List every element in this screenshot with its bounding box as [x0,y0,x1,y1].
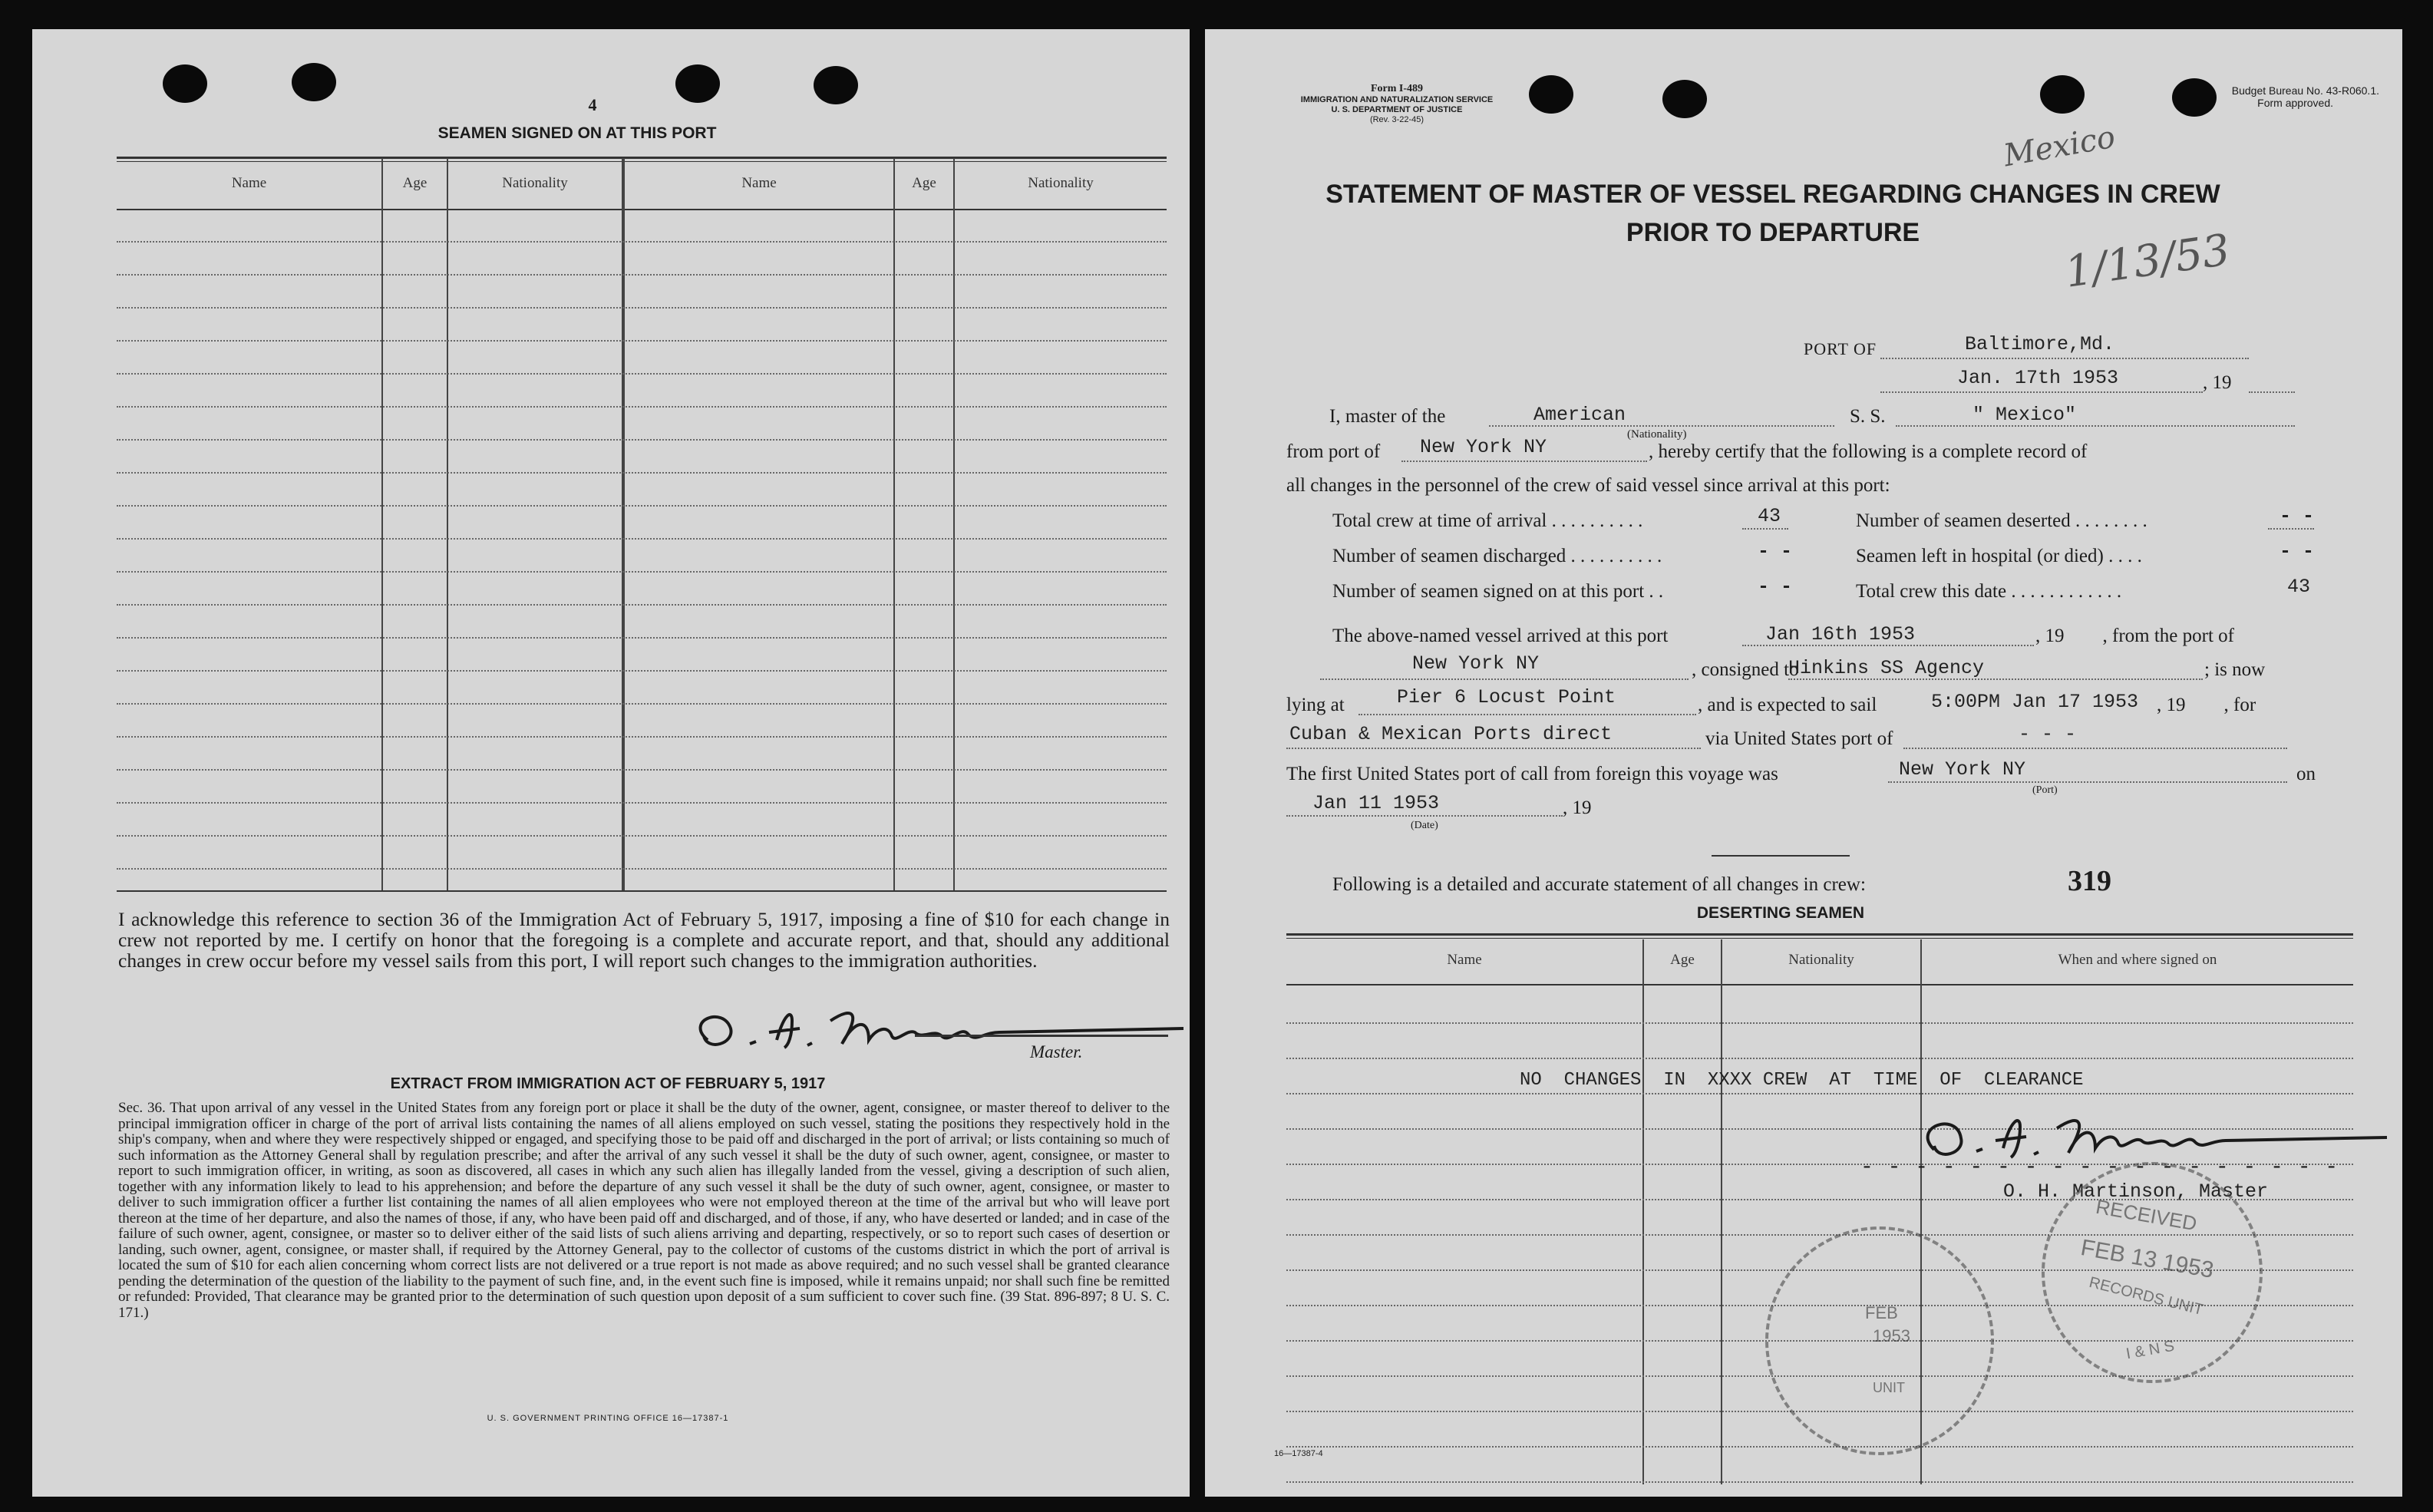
page-number: 4 [588,95,597,114]
agency-line: U. S. DEPARTMENT OF JUSTICE [1331,105,1463,114]
table-row-line [117,835,1167,837]
is-now-label: ; is now [2204,659,2266,680]
ss-label: S. S. [1850,406,1886,427]
from-the-port-label: , 19 , from the port of [2035,626,2234,646]
table-row-line [117,472,1167,474]
extract-text: Sec. 36. That upon arrival of any vessel in the United States from any foreign port or place it shall be the duty of the owner, agent, consignee, or master thereof to deliver to the principal immigration officer in charge of the port of arrival lists containing the names of all aliens employed on such vessel, stating the positions they respectively hold in the ship's company, when and where they were respectively shipped or engaged, and specifying those to be paid off and discharged in the port of arrival; or lists containing so much of such information as the Attorney General shall by regulation prescribe; and after the arrival of any such vessel it shall be the duty of such owner, agent, consignee, or master to report to such immigration officer, in writing, as soon as discovered, all cases in which any such alien has illegally landed from the vessel, giving a description of such alien, together with any information likely to lead to his apprehension; and before the departure of any such vessel it shall be the duty of such owner, agent, consignee, or master to deliver to such immigration officer a further list containing the names of all alien employees who were not employed thereon at the time of the arrival but who will leave port thereon at the time of her departure, and also the names of those, if any, who have been paid off and discharged, and of those, if any, who have deserted or landed; and in case of the failure of such owner, agent, consignee, or master so to deliver either of the said lists of such aliens arriving and departing, respectively, or so to report such cases of desertion or landing, such owner, agent, consignee, or master shall, if required by the Attorney General, pay to the collector of customs of the customs district in which the port of arrival is located the sum of $10 for each alien concerning whom correct lists are not delivered or a true report is not made as above required; and no such vessel shall be granted clearance pending the determination of the question of the liability to the payment of such fine, and, in the event such fine is imposed, while it remains unpaid; nor shall such fine be remitted or refunded: Provided, That clearance may be granted prior to the determination of such question upon deposit of a sum sufficient to cover such fine. (39 Stat. 896-897; 8 U. S. C. 171.) [118,1100,1170,1321]
port-caption: (Port) [2032,784,2058,796]
right-page [1205,29,2402,1497]
master-caption: Master. [1030,1042,1083,1061]
following-label: Following is a detailed and accurate statement of all changes in crew: [1332,874,1866,895]
destination: Cuban & Mexican Ports direct [1289,723,1613,745]
from-port-label: from port of [1286,441,1381,462]
table-row-line [117,274,1167,276]
typed-master-name: O. H. Martinson, Master [2003,1180,2269,1203]
table-row-line [117,604,1167,606]
stat-label: Total crew at time of arrival . . . . . . . . . . [1332,510,1643,531]
printer-footer: 16—17387-4 [1274,1449,1323,1458]
stat-value: - - [2279,540,2315,563]
punch-hole [675,64,720,103]
lying-at-label: lying at [1286,695,1345,715]
dash-line: - - - - - - - - - - - - - - - - - - [1860,1156,2339,1180]
table-row-line [117,736,1167,738]
year-19: , 19 [1563,797,1592,818]
table-row-line [117,505,1167,507]
table-row-line [117,439,1167,441]
stamp-line: 1953 [1873,1326,1910,1345]
via-label: via United States port of [1705,728,1893,749]
table-row-line [117,670,1167,672]
form-subtitle: PRIOR TO DEPARTURE [1626,218,1920,247]
no-changes-text: NO CHANGES IN XXXX CREW AT TIME OF CLEARANCE [1520,1070,2084,1091]
budget-line: Budget Bureau No. 43-R060.1. [2231,84,2379,97]
table-header: Name [1447,952,1482,968]
deserting-row-line [1286,1093,2353,1094]
expected-label: , and is expected to sail [1698,695,1877,715]
punch-hole [163,64,207,103]
handwritten-date: 1/13/53 [2062,225,2233,298]
table-row-line [117,340,1167,342]
arrived-label: The above-named vessel arrived at this port [1332,626,1669,646]
first-port-label: The first United States port of call from foreign this voyage was [1286,764,1778,784]
stamped-number: 319 [2068,865,2111,897]
table-header: Name [231,175,267,191]
stat-label: Number of seamen deserted . . . . . . . . [1856,510,2147,531]
form-number: Form I-489 [1370,83,1424,94]
table-row-line [117,538,1167,540]
table-row-line [117,571,1167,573]
stamp-date: FEB 13 1953 [2078,1235,2216,1283]
deserting-row-line [1286,1058,2353,1059]
stat-value: - - [1758,576,1793,598]
date-value: Jan. 17th 1953 [1957,367,2119,389]
vessel-name: " Mexico" [1972,404,2077,426]
table-row-line [117,703,1167,705]
budget-line: Form approved. [2257,97,2333,109]
section-title: SEAMEN SIGNED ON AT THIS PORT [437,124,717,142]
stat-value: - - [2279,505,2315,527]
agency-line: IMMIGRATION AND NATURALIZATION SERVICE [1300,95,1494,104]
table-header: Nationality [1028,175,1094,191]
stat-value: - - [1758,540,1793,563]
for-label: , 19 , for [2157,695,2256,715]
deserting-row-line [1286,1022,2353,1024]
stat-value: 43 [2287,576,2311,598]
table-row-line [117,241,1167,243]
table-row-line [117,769,1167,771]
port-value: Baltimore,Md. [1965,333,2115,355]
stat-label: Total crew this date . . . . . . . . . . . . [1856,581,2122,602]
stamp-received: RECEIVED [2094,1194,2199,1236]
stamp-line: FEB [1865,1303,1898,1322]
arrived-from: New York NY [1412,652,1540,675]
agency-line: (Rev. 3-22-45) [1369,115,1424,124]
table-header: When and where signed on [2058,952,2217,968]
stamp-line: UNIT [1873,1380,1905,1395]
table-header: Name [741,175,777,191]
from-port-value: New York NY [1420,436,1547,458]
first-port-date: Jan 11 1953 [1312,792,1440,814]
lying-at-value: Pier 6 Locust Point [1397,686,1616,708]
form-title: STATEMENT OF MASTER OF VESSEL REGARDING CHANGES IN CREW [1325,180,2220,209]
table-row-line [117,307,1167,309]
master-signature [677,998,1199,1067]
table-row-line [117,868,1167,870]
table-row-line [117,637,1167,639]
handwritten-note: Mexico [2001,119,2118,174]
arrived-date: Jan 16th 1953 [1765,623,1916,645]
stamp-records-unit: RECORDS UNIT [2087,1273,2205,1319]
table-header: Nationality [1788,952,1854,968]
nationality-value: American [1533,404,1626,426]
year-suffix: , 19 [2203,372,2232,393]
first-port-value: New York NY [1899,758,2026,781]
via-value: - - - [2019,723,2077,745]
nationality-caption: (Nationality) [1627,428,1687,441]
changes-line: all changes in the personnel of the crew of said vessel since arrival at this port: [1286,475,1890,496]
acknowledgment-text: I acknowledge this reference to section 36 of the Immigration Act of February 5, 1917, imposing a fine of $10 for each change in crew not reported by me. I certify on honor that the foregoing is a complete and accurate report, and that, should any additional changes in crew occur before my vessel sails from this port, I will report such changes to the immigration authorities. [118,908,1170,972]
table-row-line [117,802,1167,804]
master-of-label: I, master of the [1329,406,1446,427]
table-header: Age [1670,952,1695,968]
table-header: Age [402,175,428,191]
table-header: Nationality [502,175,568,191]
punch-hole [1662,80,1707,118]
deserting-row-line [1286,1446,2353,1448]
punch-hole [814,66,858,104]
printer-footer: U. S. GOVERNMENT PRINTING OFFICE 16—17387-1 [487,1414,729,1423]
consignee: Hinkins SS Agency [1788,657,1985,679]
stat-label: Number of seamen signed on at this port . . [1332,581,1664,602]
on-label: on [2296,764,2316,784]
stat-label: Seamen left in hospital (or died) . . . . [1856,546,2142,566]
stat-label: Number of seamen discharged . . . . . . . . . . [1332,546,1662,566]
port-label: PORT OF [1804,339,1877,358]
punch-hole [292,63,336,101]
punch-hole [2040,75,2085,114]
punch-hole [1529,75,1573,114]
extract-title: EXTRACT FROM IMMIGRATION ACT OF FEBRUARY 5, 1917 [390,1075,826,1092]
left-page [32,29,1190,1497]
certify-text: , hereby certify that the following is a complete record of [1649,441,2088,462]
table-row-line [117,406,1167,408]
table-row-line [117,373,1167,375]
table-header: Age [912,175,936,191]
deserting-row-line [1286,1481,2353,1483]
sail-value: 5:00PM Jan 17 1953 [1931,691,2139,713]
stamp-ins: I & N S [2124,1337,2176,1363]
deserting-title: DESERTING SEAMEN [1696,904,1865,922]
stat-value: 43 [1758,505,1781,527]
date-caption: (Date) [1411,820,1438,831]
consigned-label: , consigned to [1692,659,1799,680]
